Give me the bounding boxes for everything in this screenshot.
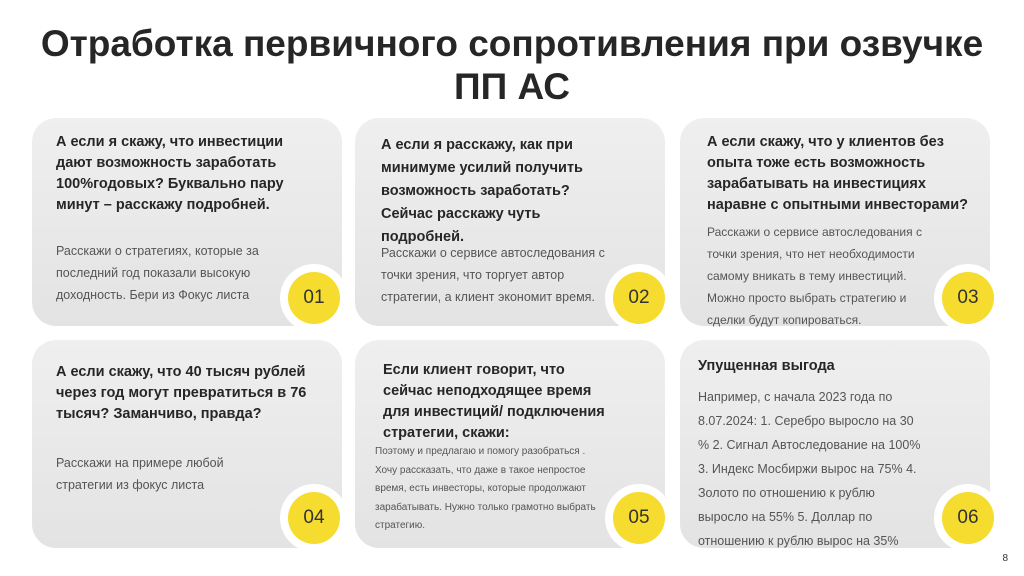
page-title-line1: Отработка первичного сопротивления при озвучке xyxy=(40,23,984,64)
card-number-badge: 05 xyxy=(613,492,665,544)
objection-card-02 xyxy=(355,118,665,326)
card-heading: А если скажу, что 40 тысяч рублей через год могут превратиться в 76 тысяч? Заманчиво, правда? xyxy=(56,364,307,422)
card-heading: А если скажу, что у клиентов без опыта тоже есть возможность зарабатывать на инвестициях наравне с опытными инвесторами? xyxy=(707,134,969,213)
objection-card-03 xyxy=(680,118,990,326)
objection-card-06 xyxy=(680,340,990,548)
card-heading: Упущенная выгода xyxy=(698,358,835,374)
card-body: Расскажи на примере любой стратегии из фокус листа xyxy=(56,456,224,492)
card-heading: А если я расскажу, как при минимуме усилий получить возможность заработать? Сейчас расскажу чуть подробней. xyxy=(381,137,583,245)
card-heading: А если я скажу, что инвестиции дают возможность заработать 100%годовых? Буквально пару минут – расскажу подробней. xyxy=(56,134,284,213)
card-number-badge: 02 xyxy=(613,272,665,324)
objection-card-04 xyxy=(32,340,342,548)
page-title xyxy=(0,22,1024,108)
objection-card-05 xyxy=(355,340,665,548)
card-number-badge: 01 xyxy=(288,272,340,324)
card-heading: Если клиент говорит, что сейчас неподходящее время для инвестиций/ подключения стратегии, скажи: xyxy=(383,362,605,441)
card-number-badge: 06 xyxy=(942,492,994,544)
card-body: Расскажи о сервисе автоследования с точки зрения, что нет необходимости самому вникать в тему инвестиций. Можно просто выбрать стратегию и сделки будут копироваться. xyxy=(707,225,922,327)
card-body: Поэтому и предлагаю и помогу разобраться . Хочу рассказать, что даже в такое непростое время, есть инвесторы, которые продолжают зарабатывать. Нужно только грамотно выбрать стратегию. xyxy=(375,446,596,531)
card-body: Например, с начала 2023 года по 8.07.2024: 1. Серебро выросло на 30 % 2. Сигнал Автоследование на 100% 3. Индекс Мосбиржи вырос на 75% 4. Золото по отношению к рублю выросло на 55% 5. Доллар по отношению к рублю вырос на 35% xyxy=(698,390,921,548)
page-title-line2: ПП АС xyxy=(454,66,570,107)
card-body: Расскажи о сервисе автоследования с точки зрения, что торгует автор стратегии, а клиент экономит время. xyxy=(381,246,605,304)
card-number-badge: 04 xyxy=(288,492,340,544)
objection-card-01 xyxy=(32,118,342,326)
page-number: 8 xyxy=(1002,553,1008,564)
card-body: Расскажи о стратегиях, которые за последний год показали высокую доходность. Бери из Фокус листа xyxy=(56,244,259,302)
card-number-badge: 03 xyxy=(942,272,994,324)
